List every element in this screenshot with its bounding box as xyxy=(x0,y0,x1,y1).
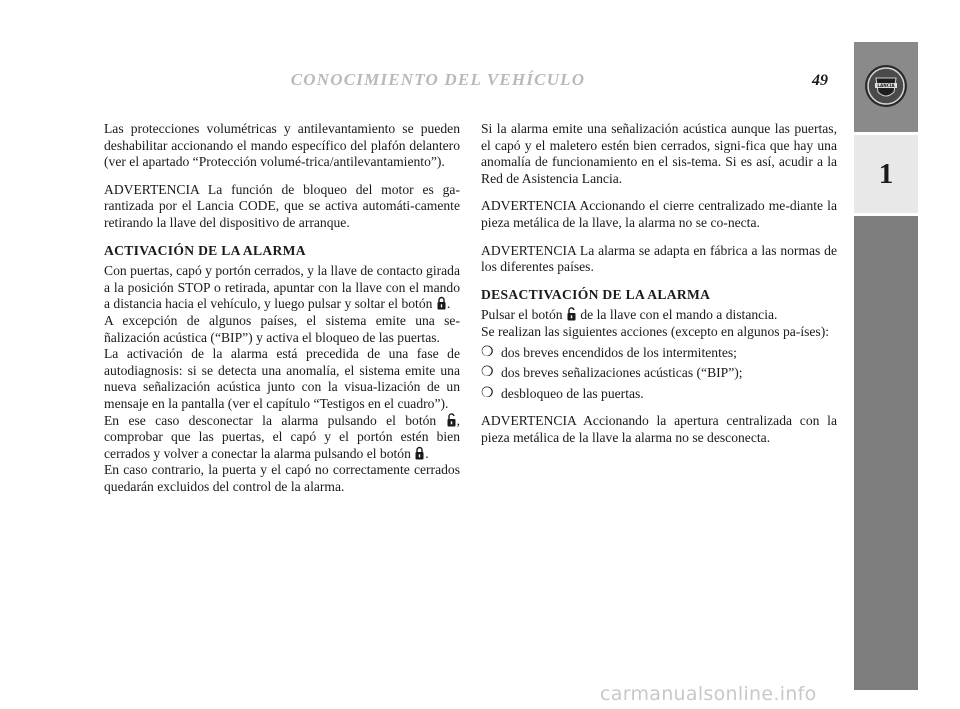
logo-text: LANCIA xyxy=(877,83,895,88)
list-item-text: desbloqueo de las puertas. xyxy=(501,385,644,401)
paragraph: Se realizan las siguientes acciones (excepto en algunos pa-íses): xyxy=(481,323,830,339)
paragraph: Si la alarma emite una señalización acústica aunque las puertas, el capó y el maletero estén bien cerrados, signi-fica que hay una anomalía de funcionamiento en el sis-tema. Si es así, acudir a la Red de Asistencia Lancia. xyxy=(481,121,837,186)
text: . xyxy=(446,296,451,312)
side-tab-logo-area xyxy=(854,42,918,132)
paragraph: ADVERTENCIA La alarma se adapta en fábrica a las normas de los diferentes países. xyxy=(481,242,837,275)
bullet-icon: ❍ xyxy=(481,385,494,401)
chapter-number: 1 xyxy=(854,135,918,213)
header-title: CONOCIMIENTO DEL VEHÍCULO xyxy=(290,70,586,89)
paragraph: ADVERTENCIA La función de bloqueo del motor es ga-rantizada por el Lancia CODE, que se activa automáti-camente retirando la llave del dispositivo de arranque. xyxy=(104,181,460,230)
text: . xyxy=(425,445,429,461)
section-heading-activacion: ACTIVACIÓN DE LA ALARMA xyxy=(104,242,306,258)
left-column xyxy=(104,121,460,495)
lock-icon xyxy=(437,296,446,310)
paragraph: La activación de la alarma está precedida de una fase de autodiagnosis: si se detecta una anomalía, el sistema emite una nueva señalización acústica junto con la visua-lización de un mensaje en la pantalla (ver el capítulo “Testigos en el cuadro”). xyxy=(104,346,460,411)
list-item xyxy=(481,386,837,403)
section-heading-desactivacion: DESACTIVACIÓN DE LA ALARMA xyxy=(481,286,711,302)
paragraph: ADVERTENCIA Accionando el cierre centralizado me-diante la pieza metálica de la llave, la alarma no se co-necta. xyxy=(481,198,837,230)
bullet-icon: ❍ xyxy=(481,365,494,381)
list-item-text: dos breves señalizaciones acústicas (“BIP”); xyxy=(501,365,743,381)
tab-divider xyxy=(854,213,918,216)
lancia-shield-icon xyxy=(864,64,908,108)
text: Con puertas, capó y portón cerrados, y la llave de contacto girada a la posición STOP o retirada, apuntar con la llave con el mando a distancia hacia el vehículo, y luego pulsar y soltar el botón xyxy=(104,263,460,312)
paragraph xyxy=(104,263,460,313)
watermark: carmanualsonline.info xyxy=(600,683,817,705)
unlock-icon xyxy=(567,307,576,321)
list-item-text: dos breves encendidos de los intermitentes; xyxy=(501,344,737,360)
paragraph xyxy=(104,413,460,463)
list-item xyxy=(481,365,837,382)
text: de la llave con el mando a distancia. xyxy=(580,307,778,323)
paragraph: Las protecciones volumétricas y antilevantamiento se pueden deshabilitar accionando el mando específico del plafón delantero (ver el apartado “Protección volumé-trica/antilevantamiento”). xyxy=(104,121,460,170)
text: En ese caso desconectar la alarma pulsando el botón xyxy=(104,412,437,428)
right-column xyxy=(481,121,837,458)
paragraph: En caso contrario, la puerta y el capó no correctamente cerrados quedarán excluidos del control de la alarma. xyxy=(104,462,460,494)
text: Pulsar el botón xyxy=(481,307,563,323)
unlock-icon xyxy=(447,413,456,427)
list-item xyxy=(481,345,837,362)
text: , comprobar que las puertas, el capó y el portón estén bien cerrados y volver a conectar la alarma pulsando el botón xyxy=(104,412,460,461)
paragraph: A excepción de algunos países, el sistema emite una se-ñalización acústica (“BIP”) y activa el bloqueo de las puertas. xyxy=(104,312,460,345)
bullet-icon: ❍ xyxy=(481,344,494,360)
paragraph xyxy=(481,307,837,324)
page-number: 49 xyxy=(812,72,828,89)
paragraph: ADVERTENCIA Accionando la apertura centralizada con la pieza metálica de la llave la alarma no se desconecta. xyxy=(481,413,837,445)
chapter-side-tab xyxy=(854,42,918,690)
deactivation-actions-list xyxy=(481,345,837,403)
lock-icon xyxy=(415,446,424,460)
